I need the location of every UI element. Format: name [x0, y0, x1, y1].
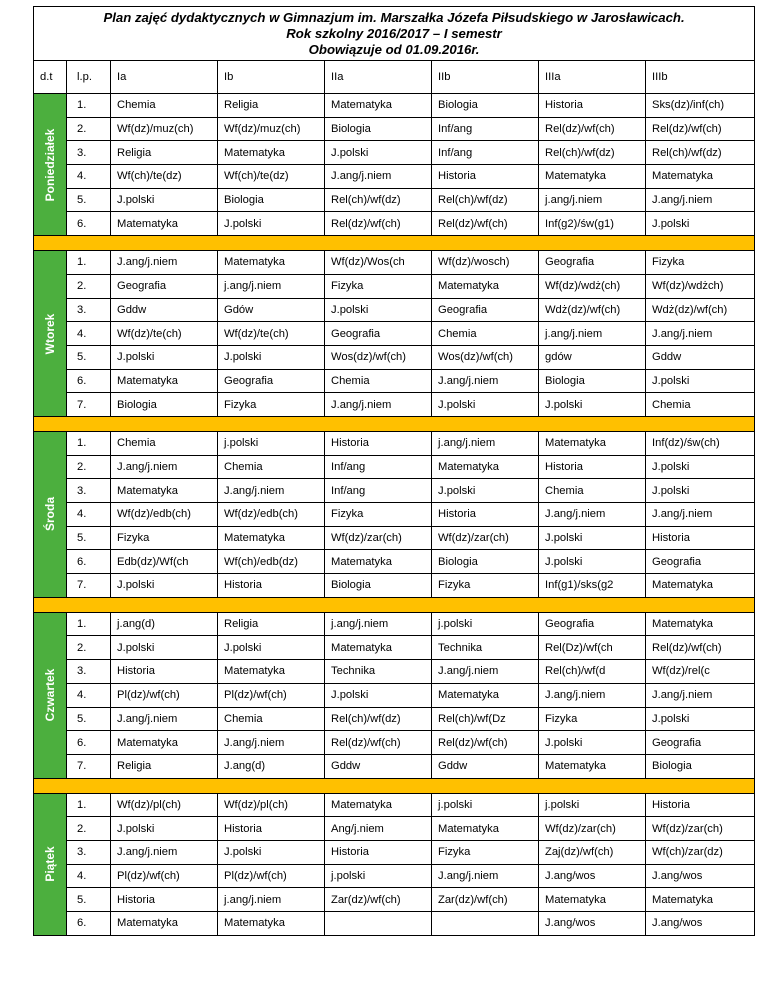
lesson-cell: Rel(dz)/wf(ch)	[325, 731, 432, 755]
lesson-cell: Rel(ch)/wf(Dz	[432, 707, 539, 731]
lesson-cell: Matematyka	[646, 574, 755, 598]
lesson-cell: Wf(ch)/zar(dz)	[646, 840, 755, 864]
lesson-cell: Zar(dz)/wf(ch)	[325, 888, 432, 912]
lesson-cell: Rel(dz)/wf(ch)	[539, 117, 646, 141]
lesson-cell: Technika	[325, 660, 432, 684]
day-separator	[34, 416, 755, 431]
lesson-cell: Matematyka	[432, 683, 539, 707]
lesson-cell: J.polski	[111, 574, 218, 598]
lesson-cell: Pl(dz)/wf(ch)	[218, 864, 325, 888]
lesson-cell: Matematyka	[218, 912, 325, 936]
lesson-cell: Religia	[218, 94, 325, 118]
lesson-number: 5.	[67, 888, 111, 912]
lesson-cell: j.ang/j.niem	[432, 431, 539, 455]
lesson-cell: Chemia	[539, 479, 646, 503]
lesson-cell: J.polski	[432, 393, 539, 417]
lesson-cell: Pl(dz)/wf(ch)	[111, 864, 218, 888]
lesson-cell: Fizyka	[325, 274, 432, 298]
lesson-row	[34, 817, 755, 841]
lesson-cell: Matematyka	[646, 888, 755, 912]
lesson-cell: Rel(dz)/wf(ch)	[432, 731, 539, 755]
lesson-cell: J.ang/j.niem	[646, 683, 755, 707]
lesson-cell: Pl(dz)/wf(ch)	[218, 683, 325, 707]
lesson-cell: Chemia	[325, 369, 432, 393]
lesson-cell: j.polski	[218, 431, 325, 455]
lesson-row	[34, 369, 755, 393]
lesson-cell: Wf(dz)/pl(ch)	[218, 793, 325, 817]
lesson-cell: J.polski	[325, 298, 432, 322]
lesson-cell: J.ang/j.niem	[111, 840, 218, 864]
lesson-number: 1.	[67, 793, 111, 817]
lesson-cell: Historia	[539, 455, 646, 479]
lesson-cell: Matematyka	[539, 431, 646, 455]
lesson-cell: Edb(dz)/Wf(ch	[111, 550, 218, 574]
lesson-cell: J.ang/j.niem	[539, 683, 646, 707]
lesson-cell: Matematyka	[325, 793, 432, 817]
lesson-cell: Matematyka	[539, 888, 646, 912]
lesson-cell: Wf(dz)/zar(ch)	[325, 526, 432, 550]
lesson-number: 1.	[67, 251, 111, 275]
day-label: Środa	[43, 497, 57, 532]
lesson-row	[34, 503, 755, 527]
lesson-row	[34, 793, 755, 817]
lesson-cell: gdów	[539, 345, 646, 369]
lesson-number: 3.	[67, 840, 111, 864]
lesson-number: 7.	[67, 393, 111, 417]
lesson-cell: Matematyka	[432, 455, 539, 479]
lesson-row	[34, 636, 755, 660]
lesson-number: 7.	[67, 754, 111, 778]
lesson-cell: Inf(g2)/św(g1)	[539, 212, 646, 236]
lesson-cell: J.ang/j.niem	[111, 251, 218, 275]
lesson-cell: J.polski	[325, 683, 432, 707]
lesson-cell: J.ang(d)	[218, 754, 325, 778]
lesson-number: 4.	[67, 165, 111, 189]
lesson-row	[34, 479, 755, 503]
lesson-cell: Gddw	[646, 345, 755, 369]
lesson-cell: J.polski	[646, 707, 755, 731]
lesson-cell: Chemia	[111, 94, 218, 118]
lesson-cell: Rel(ch)/wf(dz)	[325, 707, 432, 731]
lesson-number: 3.	[67, 660, 111, 684]
lesson-cell: j.ang/j.niem	[325, 612, 432, 636]
lesson-cell: Matematyka	[646, 612, 755, 636]
lesson-cell: Matematyka	[218, 660, 325, 684]
lesson-row	[34, 612, 755, 636]
day-separator	[34, 778, 755, 793]
lesson-cell: J.polski	[432, 479, 539, 503]
lesson-cell: Wf(dz)/edb(ch)	[111, 503, 218, 527]
lesson-cell: Geografia	[646, 550, 755, 574]
lesson-cell: J.polski	[325, 141, 432, 165]
lesson-cell: Biologia	[111, 393, 218, 417]
lesson-cell: Inf/ang	[432, 117, 539, 141]
lesson-cell: Wf(dz)/wdż(ch)	[539, 274, 646, 298]
lesson-cell: j.polski	[539, 793, 646, 817]
header-class-3: IIa	[325, 61, 432, 94]
lesson-cell: Inf/ang	[432, 141, 539, 165]
lesson-cell: Wf(dz)/rel(c	[646, 660, 755, 684]
lesson-row	[34, 455, 755, 479]
lesson-row	[34, 431, 755, 455]
header-class-6: IIIb	[646, 61, 755, 94]
lesson-cell: Wf(dz)/pl(ch)	[111, 793, 218, 817]
lesson-cell: Rel(ch)/wf(dz)	[646, 141, 755, 165]
lesson-cell: J.polski	[218, 212, 325, 236]
lesson-cell: j.ang/j.niem	[539, 322, 646, 346]
lesson-cell: Chemia	[218, 455, 325, 479]
lesson-cell: J.polski	[218, 636, 325, 660]
separator-bar	[34, 416, 755, 431]
lesson-cell: Wdż(dz)/wf(ch)	[646, 298, 755, 322]
lesson-cell: J.polski	[646, 479, 755, 503]
lesson-cell: j.polski	[432, 793, 539, 817]
lesson-cell: Matematyka	[325, 636, 432, 660]
lesson-cell: Biologia	[539, 369, 646, 393]
day-label-cell	[34, 431, 67, 597]
lesson-row	[34, 322, 755, 346]
lesson-number: 2.	[67, 455, 111, 479]
lesson-cell: J.ang/wos	[646, 864, 755, 888]
lesson-cell: Wf(ch)/te(dz)	[218, 165, 325, 189]
header-class-2: Ib	[218, 61, 325, 94]
lesson-cell: Fizyka	[218, 393, 325, 417]
lesson-number: 6.	[67, 731, 111, 755]
lesson-cell: Matematyka	[539, 165, 646, 189]
lesson-cell: J.polski	[539, 731, 646, 755]
lesson-cell: Historia	[646, 526, 755, 550]
lesson-number: 4.	[67, 864, 111, 888]
lesson-row	[34, 212, 755, 236]
lesson-cell: Wf(dz)/zar(ch)	[646, 817, 755, 841]
lesson-cell: Matematyka	[432, 817, 539, 841]
lesson-cell: J.ang/j.niem	[111, 455, 218, 479]
lesson-row	[34, 550, 755, 574]
lesson-cell: Wf(ch)/te(dz)	[111, 165, 218, 189]
lesson-cell: J.ang/j.niem	[646, 322, 755, 346]
lesson-cell: Inf(dz)/św(ch)	[646, 431, 755, 455]
lesson-cell: Wf(dz)/te(ch)	[218, 322, 325, 346]
lesson-row	[34, 683, 755, 707]
lesson-row	[34, 526, 755, 550]
lesson-cell: J.polski	[646, 369, 755, 393]
lesson-cell: Fizyka	[432, 574, 539, 598]
lesson-cell: Geografia	[432, 298, 539, 322]
separator-bar	[34, 236, 755, 251]
lesson-number: 3.	[67, 479, 111, 503]
lesson-number: 1.	[67, 612, 111, 636]
lesson-cell: Geografia	[539, 612, 646, 636]
lesson-row	[34, 840, 755, 864]
lesson-cell: Matematyka	[218, 251, 325, 275]
lesson-cell: Geografia	[218, 369, 325, 393]
lesson-cell: Historia	[218, 574, 325, 598]
lesson-cell: Biologia	[325, 117, 432, 141]
document-title	[34, 7, 755, 61]
lesson-cell: Matematyka	[218, 141, 325, 165]
lesson-cell: Inf/ang	[325, 479, 432, 503]
lesson-cell: J.polski	[539, 393, 646, 417]
lesson-cell: Inf/ang	[325, 455, 432, 479]
lesson-cell: Historia	[325, 840, 432, 864]
day-label-cell	[34, 793, 67, 935]
header-day: d.t	[34, 61, 67, 94]
lesson-row	[34, 251, 755, 275]
lesson-cell: J.ang/wos	[539, 912, 646, 936]
lesson-cell: Chemia	[111, 431, 218, 455]
lesson-row	[34, 94, 755, 118]
lesson-cell: Historia	[111, 888, 218, 912]
lesson-number: 5.	[67, 345, 111, 369]
lesson-cell: Gddw	[325, 754, 432, 778]
lesson-row	[34, 888, 755, 912]
lesson-cell: Wf(dz)/zar(ch)	[539, 817, 646, 841]
header-lp: l.p.	[67, 61, 111, 94]
lesson-cell: J.ang/j.niem	[539, 503, 646, 527]
lesson-cell: Wf(dz)/zar(ch)	[432, 526, 539, 550]
lesson-row	[34, 707, 755, 731]
lesson-cell: J.ang/j.niem	[218, 731, 325, 755]
lesson-cell: Rel(dz)/wf(ch)	[432, 212, 539, 236]
lesson-cell: Rel(Dz)/wf(ch	[539, 636, 646, 660]
lesson-cell: Historia	[539, 94, 646, 118]
lesson-number: 6.	[67, 912, 111, 936]
lesson-number: 5.	[67, 188, 111, 212]
lesson-cell: Pl(dz)/wf(ch)	[111, 683, 218, 707]
lesson-number: 4.	[67, 503, 111, 527]
lesson-cell: Matematyka	[432, 274, 539, 298]
lesson-row	[34, 574, 755, 598]
lesson-cell: J.ang/wos	[646, 912, 755, 936]
lesson-row	[34, 660, 755, 684]
lesson-cell: Zaj(dz)/wf(ch)	[539, 840, 646, 864]
day-separator	[34, 597, 755, 612]
lesson-number: 2.	[67, 817, 111, 841]
lesson-cell: Biologia	[325, 574, 432, 598]
lesson-cell: J.polski	[111, 188, 218, 212]
lesson-number: 6.	[67, 550, 111, 574]
lesson-cell: Chemia	[218, 707, 325, 731]
lesson-row	[34, 274, 755, 298]
lesson-number: 3.	[67, 298, 111, 322]
lesson-cell: J.ang/j.niem	[111, 707, 218, 731]
lesson-cell: J.ang/j.niem	[325, 165, 432, 189]
lesson-cell: Matematyka	[325, 94, 432, 118]
lesson-cell: Ang/j.niem	[325, 817, 432, 841]
lesson-cell: J.ang/j.niem	[432, 660, 539, 684]
lesson-cell: Geografia	[539, 251, 646, 275]
lesson-cell: j.ang/j.niem	[218, 888, 325, 912]
header-class-1: Ia	[111, 61, 218, 94]
lesson-cell: Gddw	[111, 298, 218, 322]
lesson-cell: J.polski	[218, 840, 325, 864]
title-line-3: Obowiązuje od 01.09.2016r.	[308, 41, 480, 57]
lesson-cell: Fizyka	[539, 707, 646, 731]
lesson-cell: Inf(g1)/sks(g2	[539, 574, 646, 598]
lesson-cell: J.polski	[111, 636, 218, 660]
title-line-1: Plan zajęć dydaktycznych w Gimnazjum im. Marszałka Józefa Piłsudskiego w Jarosławicach.	[103, 9, 685, 25]
lesson-cell: J.ang/wos	[539, 864, 646, 888]
lesson-cell: Gddw	[432, 754, 539, 778]
lesson-cell: Wf(dz)/Wos(ch	[325, 251, 432, 275]
lesson-cell: Rel(ch)/wf(d	[539, 660, 646, 684]
lesson-cell: j.ang(d)	[111, 612, 218, 636]
timetable-body	[34, 7, 755, 936]
lesson-cell: Biologia	[218, 188, 325, 212]
lesson-number: 2.	[67, 117, 111, 141]
lesson-cell: j.ang/j.niem	[218, 274, 325, 298]
lesson-cell: Matematyka	[325, 550, 432, 574]
day-separator	[34, 236, 755, 251]
lesson-cell: Matematyka	[111, 912, 218, 936]
header-class-4: IIb	[432, 61, 539, 94]
lesson-cell: J.polski	[539, 550, 646, 574]
lesson-row	[34, 188, 755, 212]
lesson-cell: Wos(dz)/wf(ch)	[325, 345, 432, 369]
header-row	[34, 61, 755, 94]
day-label: Czwartek	[43, 668, 57, 722]
day-label: Wtorek	[43, 313, 57, 354]
header-class-5: IIIa	[539, 61, 646, 94]
lesson-row	[34, 393, 755, 417]
lesson-cell: Historia	[646, 793, 755, 817]
lesson-cell: J.polski	[646, 455, 755, 479]
lesson-cell: Wf(dz)/muz(ch)	[111, 117, 218, 141]
lesson-row	[34, 298, 755, 322]
lesson-number: 3.	[67, 141, 111, 165]
lesson-cell: Technika	[432, 636, 539, 660]
lesson-cell: Fizyka	[646, 251, 755, 275]
lesson-cell: Rel(dz)/wf(ch)	[646, 117, 755, 141]
lesson-row	[34, 912, 755, 936]
title-line-2: Rok szkolny 2016/2017 – I semestr	[286, 25, 502, 41]
lesson-cell: Matematyka	[111, 731, 218, 755]
lesson-cell: Religia	[111, 141, 218, 165]
lesson-cell: Zar(dz)/wf(ch)	[432, 888, 539, 912]
lesson-cell: Rel(ch)/wf(dz)	[539, 141, 646, 165]
day-label: Poniedziałek	[43, 128, 57, 201]
lesson-cell: Matematyka	[539, 754, 646, 778]
lesson-cell: Historia	[325, 431, 432, 455]
lesson-row	[34, 731, 755, 755]
lesson-cell: Matematyka	[218, 526, 325, 550]
lesson-cell: Historia	[111, 660, 218, 684]
lesson-cell: J.ang/j.niem	[432, 369, 539, 393]
lesson-number: 5.	[67, 707, 111, 731]
lesson-cell: Biologia	[432, 550, 539, 574]
lesson-row	[34, 165, 755, 189]
lesson-cell: Historia	[432, 503, 539, 527]
lesson-cell: J.ang/j.niem	[646, 188, 755, 212]
lesson-cell	[432, 912, 539, 936]
lesson-cell: Gdów	[218, 298, 325, 322]
lesson-number: 6.	[67, 212, 111, 236]
lesson-cell: j.polski	[432, 612, 539, 636]
lesson-cell: j.polski	[325, 864, 432, 888]
lesson-cell: J.polski	[539, 526, 646, 550]
lesson-cell: J.ang/j.niem	[325, 393, 432, 417]
lesson-cell: Wdż(dz)/wf(ch)	[539, 298, 646, 322]
lesson-cell	[325, 912, 432, 936]
lesson-cell: Wos(dz)/wf(ch)	[432, 345, 539, 369]
lesson-cell: J.polski	[218, 345, 325, 369]
lesson-cell: Rel(dz)/wf(ch)	[646, 636, 755, 660]
lesson-row	[34, 345, 755, 369]
lesson-cell: Rel(ch)/wf(dz)	[432, 188, 539, 212]
day-label-cell	[34, 94, 67, 236]
lesson-cell: Wf(dz)/wosch)	[432, 251, 539, 275]
lesson-row	[34, 754, 755, 778]
lesson-number: 1.	[67, 431, 111, 455]
lesson-cell: Fizyka	[111, 526, 218, 550]
lesson-cell: Sks(dz)/inf(ch)	[646, 94, 755, 118]
day-label: Piątek	[43, 846, 57, 882]
lesson-cell: J.ang/j.niem	[432, 864, 539, 888]
lesson-cell: Historia	[432, 165, 539, 189]
lesson-cell: Geografia	[646, 731, 755, 755]
lesson-number: 7.	[67, 574, 111, 598]
lesson-number: 6.	[67, 369, 111, 393]
lesson-cell: Wf(dz)/muz(ch)	[218, 117, 325, 141]
lesson-number: 4.	[67, 683, 111, 707]
lesson-cell: Rel(ch)/wf(dz)	[325, 188, 432, 212]
lesson-cell: Fizyka	[325, 503, 432, 527]
lesson-cell: Matematyka	[646, 165, 755, 189]
lesson-cell: Chemia	[432, 322, 539, 346]
lesson-cell: Matematyka	[111, 369, 218, 393]
lesson-cell: Religia	[111, 754, 218, 778]
lesson-cell: Fizyka	[432, 840, 539, 864]
lesson-cell: Wf(ch)/edb(dz)	[218, 550, 325, 574]
separator-bar	[34, 597, 755, 612]
lesson-cell: Matematyka	[111, 212, 218, 236]
lesson-cell: Biologia	[646, 754, 755, 778]
lesson-cell: J.polski	[111, 817, 218, 841]
lesson-cell: Historia	[218, 817, 325, 841]
lesson-cell: Geografia	[325, 322, 432, 346]
lesson-cell: J.polski	[646, 212, 755, 236]
lesson-cell: Matematyka	[111, 479, 218, 503]
lesson-row	[34, 117, 755, 141]
separator-bar	[34, 778, 755, 793]
lesson-cell: Wf(dz)/edb(ch)	[218, 503, 325, 527]
lesson-row	[34, 864, 755, 888]
timetable	[33, 6, 755, 936]
lesson-cell: j.ang/j.niem	[539, 188, 646, 212]
lesson-row	[34, 141, 755, 165]
lesson-number: 1.	[67, 94, 111, 118]
day-label-cell	[34, 251, 67, 417]
lesson-number: 5.	[67, 526, 111, 550]
lesson-number: 4.	[67, 322, 111, 346]
lesson-cell: Geografia	[111, 274, 218, 298]
lesson-number: 2.	[67, 636, 111, 660]
lesson-cell: J.ang/j.niem	[218, 479, 325, 503]
lesson-cell: Wf(dz)/te(ch)	[111, 322, 218, 346]
lesson-cell: J.ang/j.niem	[646, 503, 755, 527]
day-label-cell	[34, 612, 67, 778]
lesson-cell: Rel(dz)/wf(ch)	[325, 212, 432, 236]
lesson-cell: Biologia	[432, 94, 539, 118]
lesson-cell: Chemia	[646, 393, 755, 417]
lesson-cell: Wf(dz)/wdżch)	[646, 274, 755, 298]
lesson-number: 2.	[67, 274, 111, 298]
lesson-cell: Religia	[218, 612, 325, 636]
title-row	[34, 7, 755, 61]
lesson-cell: J.polski	[111, 345, 218, 369]
